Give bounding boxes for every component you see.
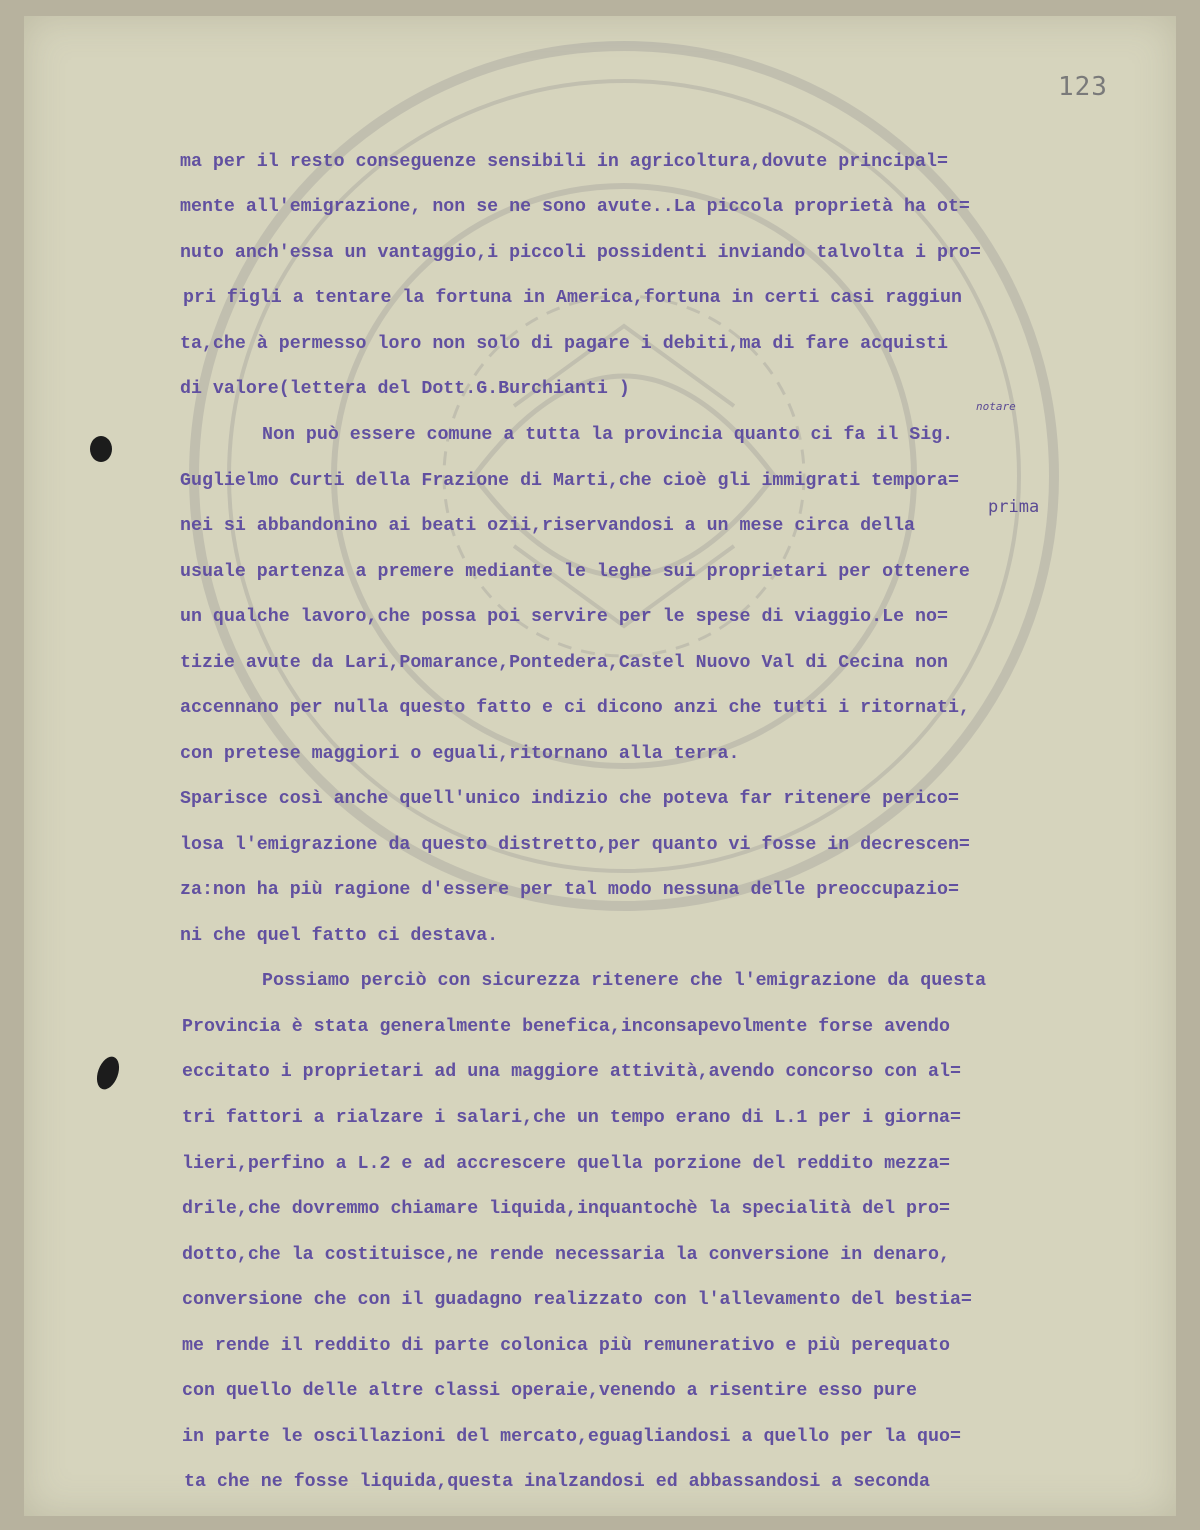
text-line: usuale partenza a premere mediante le leghe sui proprietari per ottenere (180, 562, 970, 582)
text-line: tri fattori a rialzare i salari,che un tempo erano di L.1 per i giorna= (182, 1108, 961, 1128)
text-line: lieri,perfino a L.2 e ad accrescere quella porzione del reddito mezza= (182, 1154, 950, 1174)
text-line: eccitato i proprietari ad una maggiore attività,avendo concorso con al= (182, 1062, 961, 1082)
punch-hole-top (90, 436, 112, 462)
text-line: losa l'emigrazione da questo distretto,per quanto vi fosse in decrescen= (180, 835, 970, 855)
text-line: pri figli a tentare la fortuna in America,fortuna in certi casi raggiun (183, 288, 962, 308)
text-line: drile,che dovremmo chiamare liquida,inquantochè la specialità del pro= (182, 1199, 950, 1219)
text-line: Guglielmo Curti della Frazione di Marti,che cioè gli immigrati tempora= (180, 471, 959, 491)
text-line: dotto,che la costituisce,ne rende necessaria la conversione in denaro, (182, 1245, 950, 1265)
text-line: ma per il resto conseguenze sensibili in agricoltura,dovute principal= (180, 152, 948, 172)
text-line: za:non ha più ragione d'essere per tal modo nessuna delle preoccupazio= (180, 880, 959, 900)
text-line: tizie avute da Lari,Pomarance,Pontedera,Castel Nuovo Val di Cecina non (180, 653, 948, 673)
text-line: Sparisce così anche quell'unico indizio che poteva far ritenere perico= (180, 789, 959, 809)
punch-hole-bottom (93, 1054, 123, 1093)
text-line: conversione che con il guadagno realizzato con l'allevamento del bestia= (182, 1290, 972, 1310)
text-line: me rende il reddito di parte colonica più remunerativo e più perequato (182, 1336, 950, 1356)
text-line: ta che ne fosse liquida,questa inalzandosi ed abbassandosi a seconda (184, 1472, 930, 1492)
text-line: Non può essere comune a tutta la provincia quanto ci fa il Sig. (262, 425, 954, 445)
text-line: accennano per nulla questo fatto e ci dicono anzi che tutti i ritornati, (180, 698, 970, 718)
document-page (24, 16, 1176, 1516)
text-line: con pretese maggiori o eguali,ritornano alla terra. (180, 744, 740, 764)
handwritten-annotation: notare (976, 400, 1016, 413)
text-line: Possiamo perciò con sicurezza ritenere che l'emigrazione da questa (262, 971, 987, 991)
text-line: nuto anch'essa un vantaggio,i piccoli possidenti inviando talvolta i pro= (180, 243, 981, 263)
text-line: in parte le oscillazioni del mercato,eguagliandosi a quello per la quo= (182, 1427, 961, 1447)
text-line: con quello delle altre classi operaie,venendo a risentire esso pure (182, 1381, 918, 1401)
text-line: mente all'emigrazione, non se ne sono avute..La piccola proprietà ha ot= (180, 197, 970, 217)
handwritten-annotation: prima (988, 497, 1040, 517)
text-line: un qualche lavoro,che possa poi servire per le spese di viaggio.Le no= (180, 607, 948, 627)
text-line: di valore(lettera del Dott.G.Burchianti ) (180, 379, 630, 399)
text-line: nei si abbandonino ai beati ozii,riservandosi a un mese circa della (180, 516, 916, 536)
text-line: ni che quel fatto ci destava. (180, 926, 499, 946)
page-number: 123 (1058, 72, 1108, 102)
text-line: ta,che à permesso loro non solo di pagare i debiti,ma di fare acquisti (180, 334, 948, 354)
text-line: Provincia è stata generalmente benefica,inconsapevolmente forse avendo (182, 1017, 950, 1037)
